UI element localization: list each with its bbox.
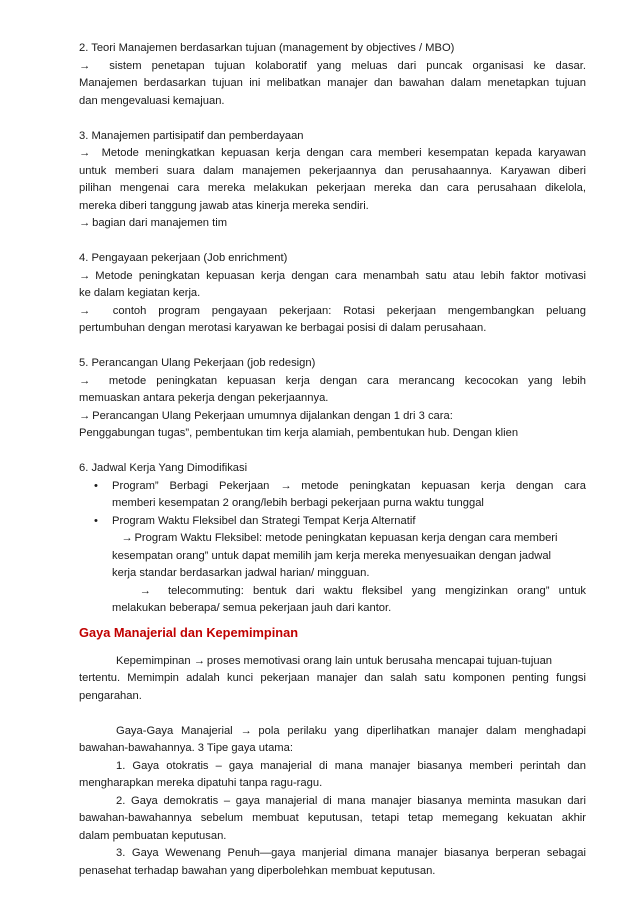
arrow-icon: → xyxy=(79,147,91,159)
paragraph-line: 1. Gaya otokratis – gaya manajerial di mana manajer biasanya memberi perintah dan xyxy=(116,759,586,772)
section-3-line: mereka diberi tanggung jawab atas kinerja mereka sendiri. xyxy=(79,199,369,212)
arrow-icon: → xyxy=(79,217,91,229)
section-4-line: ke dalam kegiatan kerja. xyxy=(79,287,201,299)
paragraph-line: penasehat terhadap bawahan yang diperbolehkan membuat keputusan. xyxy=(79,864,436,877)
paragraph-line: bawahan-bawahannya sebelum membuat keputusan, tetapi tetap memegang kekuatan akhir xyxy=(79,812,586,824)
paragraph-line: bawahan-bawahannya. 3 Tipe gaya utama: xyxy=(79,742,293,754)
section-2-line: Manajemen berdasarkan tujuan ini melibatkan manajer dan bawahan dalam menetapkan tujuan xyxy=(79,77,586,89)
section-3-line: untuk memberi suara dalam manajemen pekerjaannya dan perusahaannya. Karyawan diberi xyxy=(79,164,586,177)
section-3-title: 3. Manajemen partisipatif dan pemberdayaan xyxy=(79,129,304,142)
arrow-icon: → xyxy=(79,59,91,72)
section-5-line: memuaskan antara pekerja dengan pekerjaannya. xyxy=(79,392,329,404)
arrow-icon: → xyxy=(240,724,252,737)
arrow-icon: → xyxy=(121,532,133,544)
arrow-icon: → xyxy=(79,269,91,282)
arrow-icon: → xyxy=(280,479,292,492)
paragraph-line: tertentu. Memimpin adalah kunci pekerjaan manajer dan salah satu komponen penting fungsi xyxy=(79,672,586,684)
paragraph-line: Kepemimpinan → proses memotivasi orang lain untuk berusaha mencapai tujuan-tujuan xyxy=(79,653,586,671)
bullet-icon: • xyxy=(94,514,98,527)
section-heading: Gaya Manajerial dan Kepemimpinan xyxy=(79,624,299,640)
section-5-line: Penggabungan tugas”, pembentukan tim kerja alamiah, pembentukan hub. Dengan klien xyxy=(79,427,519,439)
paragraph-line: 2. Gaya demokratis – gaya manajerial di mana manajer biasanya meminta masukan dari xyxy=(116,794,586,807)
section-5-title: 5. Perancangan Ulang Pekerjaan (job redesign) xyxy=(79,357,316,369)
document-page xyxy=(79,40,586,880)
section-4-line: pertumbuhan dengan merotasi karyawan ke berbagai posisi di dalam perusahaan. xyxy=(79,322,487,334)
arrow-icon: → xyxy=(79,409,91,422)
section-2-line: dan mengevaluasi kemajuan. xyxy=(79,94,225,107)
paragraph-line: Gaya-Gaya Manajerial → pola perilaku yang diperlihatkan manajer dalam menghadapi xyxy=(79,723,586,741)
section-2-line: → sistem penetapan tujuan kolaboratif yang meluas dari puncak organisasi ke dasar. xyxy=(79,58,586,76)
section-5-line: → metode peningkatan kepuasan kerja dengan cara merancang kecocokan yang lebih xyxy=(79,373,586,391)
section-3-line: → Metode meningkatkan kepuasan kerja dengan cara memberi kesempatan kepada karyawan xyxy=(79,145,586,163)
bullet-icon: • xyxy=(94,479,98,492)
arrow-icon: → xyxy=(79,304,91,317)
section-3-line: → bagian dari manajemen tim xyxy=(79,215,586,233)
arrow-icon: → xyxy=(139,584,151,597)
section-4-line: → contoh program pengayaan pekerjaan: Rotasi pekerjaan mengembangkan peluang xyxy=(79,303,586,321)
arrow-icon: → xyxy=(193,654,205,667)
section-5-line: → Perancangan Ulang Pekerjaan umumnya dijalankan dengan 1 dri 3 cara: xyxy=(79,408,586,426)
section-2-title: 2. Teori Manajemen berdasarkan tujuan (management by objectives / MBO) xyxy=(79,42,455,54)
paragraph-line: 3. Gaya Wewenang Penuh—gaya manjerial dimana manajer biasanya berperan sebagai xyxy=(116,847,586,859)
section-6-title: 6. Jadwal Kerja Yang Dimodifikasi xyxy=(79,462,248,474)
list-item: • Program Waktu Fleksibel dan Strategi Tempat Kerja Alternatif → Program Waktu Fleksibel: metode peningkatan kepuasan kerja dengan cara memberi kesempatan orang” untuk dapat memilih jam kerja mereka menyesuaikan dengan jadwal kerja standar berdasarkan jadwal harian/ mingguan. → telecommuting: bentuk dari waktu fleksibel yang mengizinkan orang” untuk melakukan beberapa/ semua pekerjaan jauh dari kantor. xyxy=(94,514,586,614)
paragraph-line: pengarahan. xyxy=(79,689,142,702)
section-4-title: 4. Pengayaan pekerjaan (Job enrichment) xyxy=(79,252,288,264)
list-item: • Program” Berbagi Pekerjaan → metode peningkatan kepuasan kerja dengan cara memberi kesempatan 2 orang/lebih berbagi pekerjaan purna waktu tunggal xyxy=(94,479,586,509)
section-3-line: pilihan mengenai cara mereka melakukan pekerjaan mereka dan cara perusahaan dikelola, xyxy=(79,182,586,194)
paragraph-line: mengharapkan mereka dipatuhi tanpa ragu-ragu. xyxy=(79,777,323,789)
arrow-icon: → xyxy=(79,374,91,387)
paragraph-line: dalam pembuatan keputusan. xyxy=(79,829,227,842)
section-4-line: → Metode peningkatan kepuasan kerja dengan cara menambah satu atau lebih faktor motivasi xyxy=(79,268,586,286)
